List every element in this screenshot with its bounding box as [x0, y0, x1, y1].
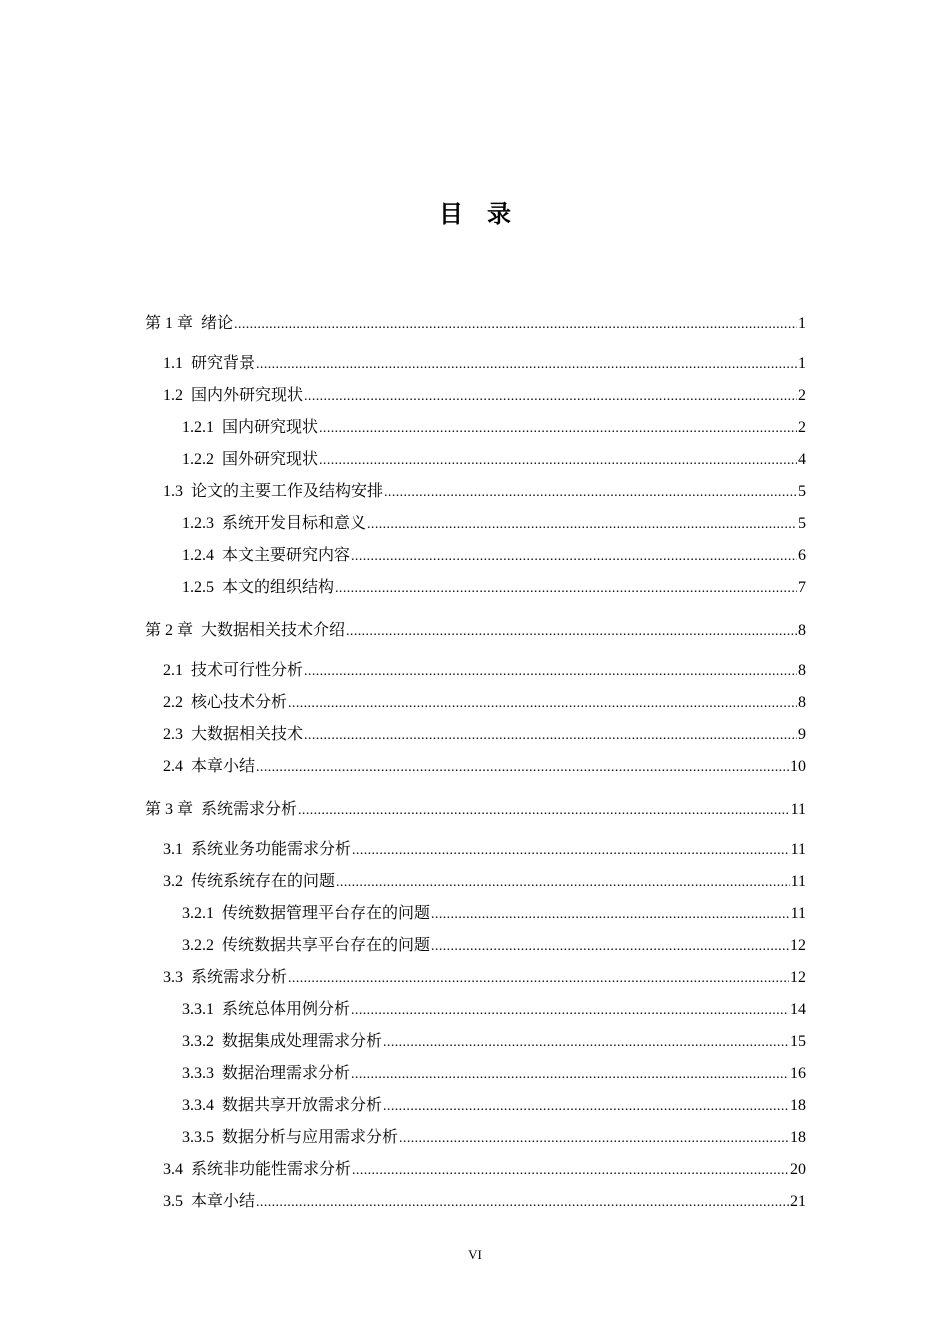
dot-leader — [384, 477, 797, 509]
toc-entry-title: 绪论 — [201, 313, 234, 332]
dot-leader — [336, 867, 790, 899]
toc-entry-page: 9 — [798, 726, 806, 743]
toc-entry-page: 5 — [798, 515, 806, 532]
toc-entry-number: 3.3 — [163, 969, 183, 986]
toc-entry-page: 8 — [798, 694, 806, 711]
toc-entry-title: 论文的主要工作及结构安排 — [191, 483, 384, 500]
toc-entry-number: 第 3 章 — [145, 801, 194, 818]
toc-entry-title: 传统系统存在的问题 — [191, 873, 336, 890]
toc-entry-title: 本文的组织结构 — [222, 579, 335, 596]
toc-entry-title: 国外研究现状 — [222, 451, 319, 468]
toc-entry[interactable] — [145, 1058, 806, 1090]
toc-entry[interactable] — [145, 380, 806, 412]
toc-entry-number: 1.2 — [163, 387, 183, 404]
toc-entry-page: 18 — [790, 1129, 806, 1146]
toc-entry[interactable] — [145, 687, 806, 719]
toc-entry-page: 11 — [790, 841, 806, 858]
toc-entry-title: 系统需求分析 — [201, 799, 298, 818]
toc-entry-page: 8 — [798, 622, 806, 639]
toc-chapter-entry[interactable] — [145, 614, 806, 646]
toc-entry[interactable] — [145, 540, 806, 572]
toc-entry-title: 数据治理需求分析 — [222, 1065, 351, 1082]
toc-entry-number: 1.3 — [163, 483, 183, 500]
toc-entry-number: 第 1 章 — [145, 315, 194, 332]
toc-entry[interactable] — [145, 866, 806, 898]
toc-entry[interactable] — [145, 444, 806, 476]
toc-entry-title: 大数据相关技术 — [191, 726, 304, 743]
dot-leader — [234, 309, 797, 341]
dot-leader — [304, 656, 797, 688]
toc-entry[interactable] — [145, 994, 806, 1026]
dot-leader — [346, 616, 797, 648]
page-number: VI — [468, 1247, 482, 1262]
toc-entry-page: 12 — [790, 937, 806, 954]
toc-entry-page: 4 — [798, 451, 806, 468]
toc-entry-number: 第 2 章 — [145, 622, 194, 639]
toc-chapter-entry[interactable] — [145, 793, 806, 825]
toc-entry[interactable] — [145, 1090, 806, 1122]
dot-leader — [351, 1059, 789, 1091]
toc-entry-number: 3.3.1 — [182, 1001, 214, 1018]
table-of-contents — [145, 307, 806, 1218]
dot-leader — [298, 795, 790, 827]
toc-entry-page: 8 — [798, 662, 806, 679]
toc-entry-page: 2 — [798, 387, 806, 404]
toc-entry-number: 3.1 — [163, 841, 183, 858]
toc-entry-page: 12 — [790, 969, 806, 986]
toc-entry-number: 1.2.5 — [182, 579, 214, 596]
toc-entry[interactable] — [145, 348, 806, 380]
toc-entry-title: 核心技术分析 — [191, 694, 288, 711]
toc-entry[interactable] — [145, 572, 806, 604]
toc-entry-page: 1 — [798, 315, 806, 332]
toc-entry-number: 3.4 — [163, 1161, 183, 1178]
toc-entry-page: 16 — [790, 1065, 806, 1082]
dot-leader — [431, 899, 790, 931]
toc-entry[interactable] — [145, 508, 806, 540]
toc-entry-title: 研究背景 — [191, 355, 256, 372]
toc-entry[interactable] — [145, 1026, 806, 1058]
toc-entry-title: 传统数据管理平台存在的问题 — [222, 905, 431, 922]
dot-leader — [383, 1027, 789, 1059]
toc-entry-page: 1 — [798, 355, 806, 372]
toc-entry-title: 系统业务功能需求分析 — [191, 841, 352, 858]
toc-entry-page: 5 — [798, 483, 806, 500]
dot-leader — [352, 835, 790, 867]
toc-entry-title: 本章小结 — [191, 1193, 256, 1210]
dot-leader — [352, 1155, 789, 1187]
toc-entry-title: 本文主要研究内容 — [222, 547, 351, 564]
dot-leader — [288, 963, 789, 995]
toc-entry[interactable] — [145, 898, 806, 930]
toc-entry-number: 3.2.1 — [182, 905, 214, 922]
toc-entry-number: 1.2.1 — [182, 419, 214, 436]
dot-leader — [319, 445, 797, 477]
toc-entry-number: 1.2.4 — [182, 547, 214, 564]
toc-entry[interactable] — [145, 476, 806, 508]
toc-entry-page: 7 — [798, 579, 806, 596]
dot-leader — [256, 1187, 789, 1219]
title-char: 录 — [487, 200, 511, 228]
toc-entry-page: 10 — [790, 758, 806, 775]
toc-entry-title: 数据共享开放需求分析 — [222, 1097, 383, 1114]
toc-entry-title: 传统数据共享平台存在的问题 — [222, 937, 431, 954]
toc-entry-number: 2.4 — [163, 758, 183, 775]
page-title — [0, 194, 950, 229]
toc-entry-page: 2 — [798, 419, 806, 436]
toc-entry[interactable] — [145, 751, 806, 783]
toc-entry-title: 系统需求分析 — [191, 969, 288, 986]
toc-entry-title: 数据集成处理需求分析 — [222, 1033, 383, 1050]
toc-entry-number: 3.3.2 — [182, 1033, 214, 1050]
toc-entry-title: 数据分析与应用需求分析 — [222, 1129, 399, 1146]
dot-leader — [335, 573, 797, 605]
toc-entry-page: 6 — [798, 547, 806, 564]
toc-entry-page: 11 — [790, 905, 806, 922]
toc-chapter-entry[interactable] — [145, 307, 806, 339]
toc-entry-page: 11 — [790, 873, 806, 890]
toc-entry-number: 1.2.3 — [182, 515, 214, 532]
dot-leader — [351, 995, 789, 1027]
toc-entry[interactable] — [145, 1122, 806, 1154]
toc-entry-number: 2.2 — [163, 694, 183, 711]
toc-entry-title: 大数据相关技术介绍 — [201, 620, 346, 639]
toc-entry-title: 系统总体用例分析 — [222, 1001, 351, 1018]
toc-entry-number: 2.1 — [163, 662, 183, 679]
toc-entry-title: 本章小结 — [191, 758, 256, 775]
dot-leader — [399, 1123, 789, 1155]
toc-entry-number: 1.1 — [163, 355, 183, 372]
toc-entry[interactable] — [145, 930, 806, 962]
toc-entry-number: 3.3.4 — [182, 1097, 214, 1114]
toc-entry-number: 1.2.2 — [182, 451, 214, 468]
toc-entry-number: 3.5 — [163, 1193, 183, 1210]
toc-entry[interactable] — [145, 719, 806, 751]
title-char: 目 — [439, 200, 463, 228]
dot-leader — [431, 931, 789, 963]
toc-entry[interactable] — [145, 655, 806, 687]
toc-entry[interactable] — [145, 962, 806, 994]
dot-leader — [256, 349, 797, 381]
toc-entry-page: 18 — [790, 1097, 806, 1114]
dot-leader — [367, 509, 797, 541]
dot-leader — [304, 720, 797, 752]
toc-entry-title: 技术可行性分析 — [191, 662, 304, 679]
toc-entry[interactable] — [145, 412, 806, 444]
toc-entry-page: 21 — [790, 1193, 806, 1210]
dot-leader — [288, 688, 797, 720]
dot-leader — [383, 1091, 789, 1123]
toc-entry-number: 3.3.5 — [182, 1129, 214, 1146]
toc-entry-number: 3.2 — [163, 873, 183, 890]
toc-entry-number: 3.3.3 — [182, 1065, 214, 1082]
toc-entry-title: 国内研究现状 — [222, 419, 319, 436]
toc-entry[interactable] — [145, 1186, 806, 1218]
toc-entry[interactable] — [145, 834, 806, 866]
toc-entry-number: 2.3 — [163, 726, 183, 743]
dot-leader — [304, 381, 797, 413]
toc-entry-title: 系统非功能性需求分析 — [191, 1161, 352, 1178]
dot-leader — [256, 752, 789, 784]
toc-entry-page: 20 — [790, 1161, 806, 1178]
dot-leader — [351, 541, 797, 573]
toc-entry-title: 国内外研究现状 — [191, 387, 304, 404]
toc-entry-page: 15 — [790, 1033, 806, 1050]
toc-entry-page: 11 — [790, 801, 806, 818]
toc-entry[interactable] — [145, 1154, 806, 1186]
dot-leader — [319, 413, 797, 445]
toc-entry-number: 3.2.2 — [182, 937, 214, 954]
toc-entry-page: 14 — [790, 1001, 806, 1018]
toc-entry-title: 系统开发目标和意义 — [222, 515, 367, 532]
